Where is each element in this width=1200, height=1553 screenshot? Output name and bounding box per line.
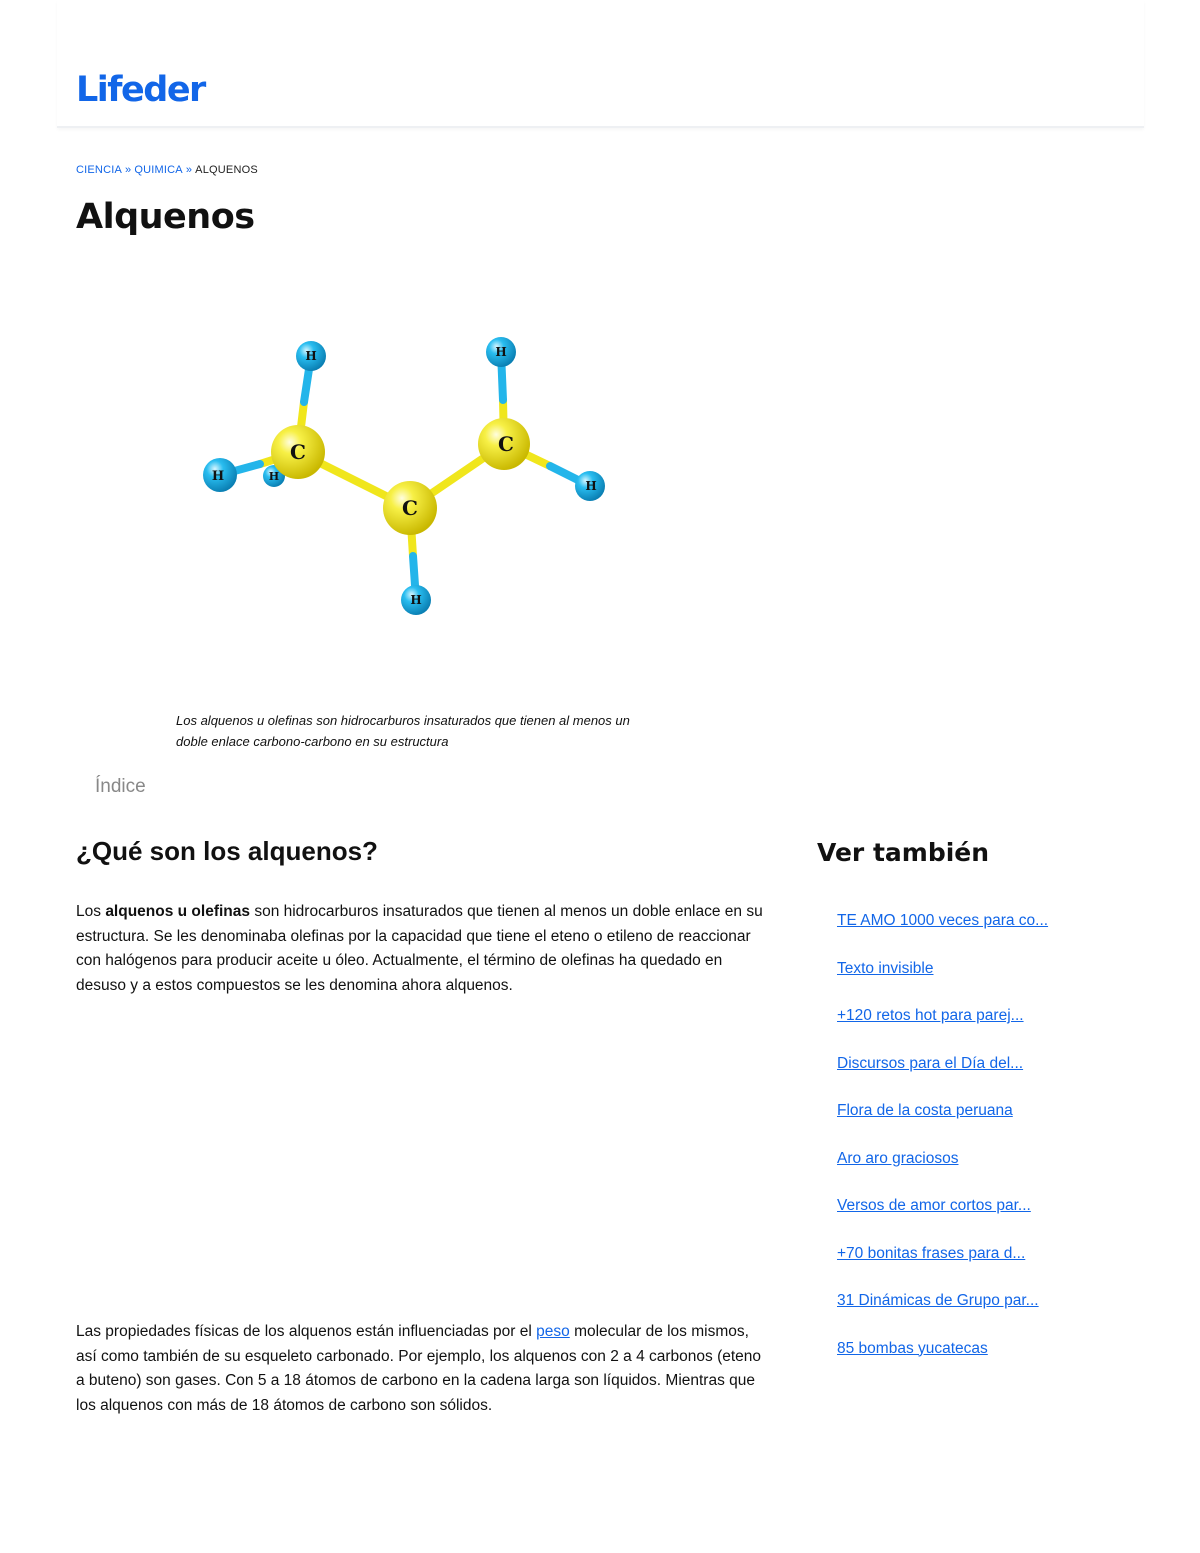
related-link[interactable]: 85 bombas yucatecas (837, 1339, 988, 1357)
figure-caption: Los alquenos u olefinas son hidrocarburos insaturados que tienen al menos un doble enlace carbono-carbono en su estructura (176, 713, 630, 749)
carbon-atom (478, 418, 530, 470)
svg-text:H: H (211, 469, 225, 484)
list-item (837, 912, 1048, 960)
paragraph-text: son hidrocarburos insaturados que tienen al menos un doble enlace en su estructura. Se les denominaba olefinas por la capacidad que tiene el eteno o etileno de reaccionar con halógenos para producir aceite u óleo. Actualmente, el término de olefinas ha quedado en desuso y a estos compuestos se les denomina ahora alquenos. (76, 903, 763, 994)
molecule-illustration (170, 320, 650, 650)
svg-text:C: C (290, 440, 306, 464)
hydrogen-atom (575, 471, 605, 501)
list-item (837, 1340, 1048, 1388)
bold-term: alquenos u olefinas (105, 903, 251, 920)
svg-text:H: H (495, 345, 507, 359)
inline-link-peso[interactable]: peso (536, 1323, 570, 1340)
list-item (837, 1292, 1048, 1340)
list-item (837, 1102, 1048, 1150)
related-link[interactable]: Aro aro graciosos (837, 1149, 959, 1167)
site-logo[interactable]: Lifeder (76, 70, 205, 110)
list-item (837, 1007, 1048, 1055)
sidebar-title: Ver también (817, 838, 990, 867)
svg-text:C: C (402, 496, 418, 520)
related-link[interactable]: Discursos para el Día del... (837, 1054, 1024, 1072)
breadcrumb-current: ALQUENOS (195, 164, 258, 176)
related-link[interactable]: TE AMO 1000 veces para co... (837, 912, 1049, 929)
hydrogen-atom (296, 341, 326, 371)
breadcrumb-link-ciencia[interactable]: CIENCIA (76, 164, 123, 176)
list-item (837, 1245, 1048, 1293)
hydrogen-atom (401, 585, 431, 615)
related-links-list (837, 912, 1048, 1387)
related-link[interactable]: +120 retos hot para parej... (837, 1007, 1024, 1024)
section-heading: ¿Qué son los alquenos? (76, 836, 378, 866)
site-header (57, 0, 1144, 128)
article-paragraph (76, 1320, 766, 1418)
related-link[interactable]: Texto invisible (837, 959, 934, 977)
breadcrumb-link-quimica[interactable]: QUIMICA (134, 164, 183, 176)
breadcrumb-separator: » (125, 164, 132, 176)
breadcrumb-separator: » (185, 164, 193, 176)
paragraph-text: Los (76, 903, 106, 920)
svg-text:H: H (305, 349, 317, 363)
svg-text:H: H (410, 593, 422, 607)
page-title: Alquenos (76, 197, 255, 237)
list-item (837, 1150, 1048, 1198)
svg-text:H: H (585, 479, 597, 493)
related-link[interactable]: Versos de amor cortos par... (837, 1197, 1031, 1214)
article-paragraph (76, 900, 766, 998)
list-item (837, 960, 1048, 1008)
carbon-atom (271, 425, 325, 479)
paragraph-text: molecular de los mismos, así como también de su esqueleto carbonado. Por ejemplo, los alquenos con 2 a 4 carbonos (eteno a buteno) son gases. Con 5 a 18 átomos de carbono en la cadena larga son líquidos. Mientras que los alquenos con más de 18 átomos de carbono son sólidos. (76, 1323, 762, 1414)
related-link[interactable]: 31 Dinámicas de Grupo par... (837, 1292, 1039, 1309)
related-link[interactable]: +70 bonitas frases para d... (837, 1244, 1026, 1262)
carbon-atom (383, 481, 437, 535)
propene-molecule-svg (170, 320, 650, 650)
svg-text:H: H (268, 470, 280, 483)
list-item (837, 1197, 1048, 1245)
hydrogen-atom (486, 337, 516, 367)
list-item (837, 1055, 1048, 1103)
related-link[interactable]: Flora de la costa peruana (837, 1102, 1013, 1119)
svg-text:C: C (498, 432, 514, 456)
toc-toggle[interactable]: Índice (95, 776, 146, 797)
paragraph-text: Las propiedades físicas de los alquenos están influenciadas por el (76, 1323, 537, 1340)
breadcrumb (76, 164, 258, 176)
hydrogen-atom (203, 458, 237, 492)
